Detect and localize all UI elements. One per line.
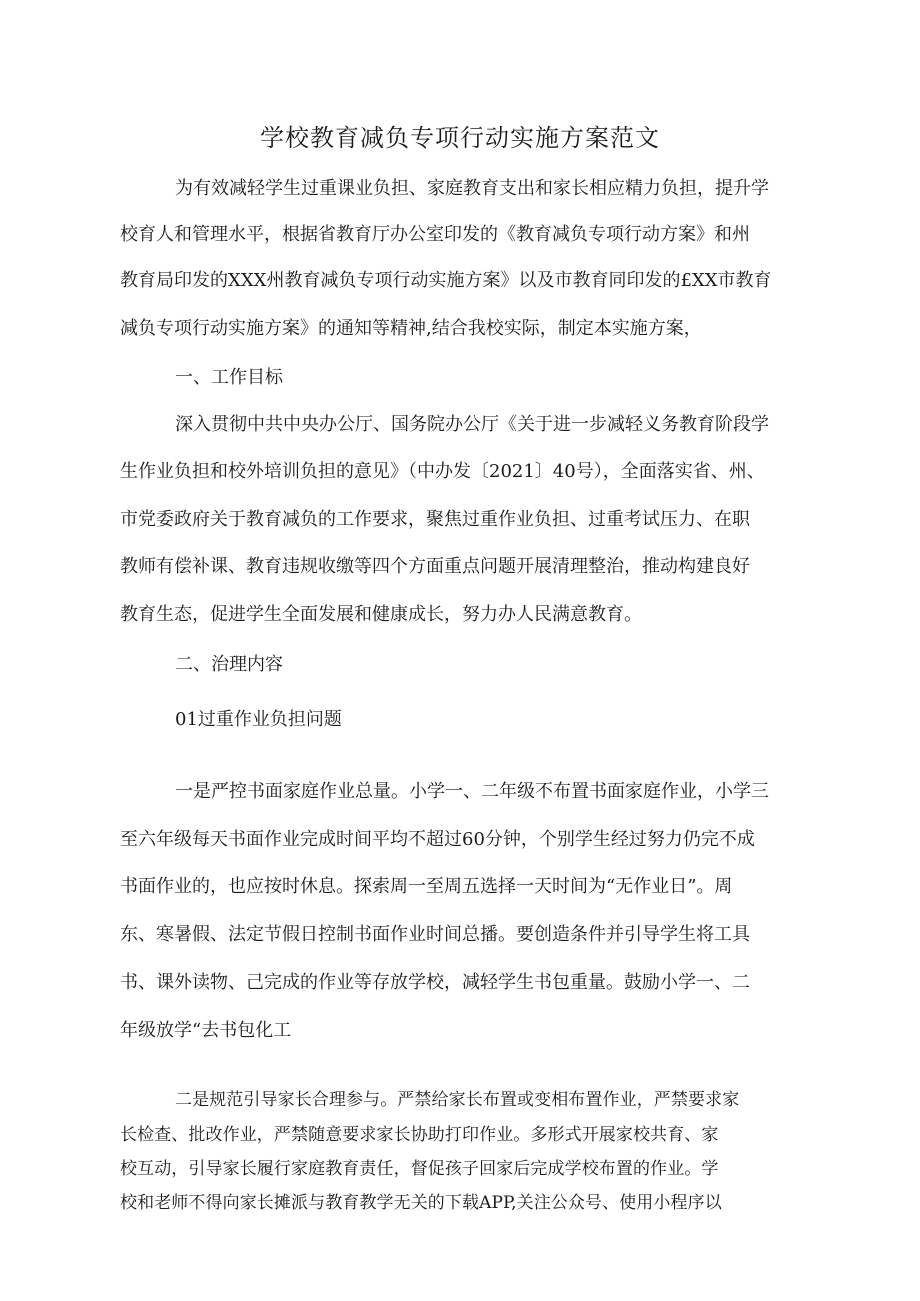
document-title: 学校教育减负专项行动实施方案范文	[260, 124, 660, 152]
paragraph-homework-line-2: 至六年级每天书面作业完成时间平均不超过60分钟，个别学生经过努力仍完不成	[120, 829, 755, 850]
paragraph-parents-line-3: 校互动，引导家长履行家庭教育责任，督促孩子回家后完成学校布置的作业。学	[120, 1159, 719, 1179]
paragraph-intro-line-4: 减负专项行动实施方案》的通知等精神,结合我校实际，制定本实施方案，	[120, 318, 702, 339]
paragraph-goals-line-5: 教育生态，促进学生全面发展和健康成长，努力办人民满意教育。	[120, 604, 642, 625]
section-heading-content: 二、治理内容	[175, 654, 283, 675]
paragraph-homework-line-6: 年级放学“去书包化工	[120, 1020, 292, 1041]
paragraph-goals-line-4: 教师有偿补课、教育违规收缴等四个方面重点问题开展清理整治，推动构建良好	[120, 556, 750, 577]
paragraph-homework-line-5: 书、课外读物、己完成的作业等存放学校，减轻学生书包重量。鼓励小学一、二	[120, 972, 750, 993]
paragraph-parents-line-2: 长检查、批改作业，严禁随意要求家长协助打印作业。多形式开展家校共育、家	[120, 1125, 719, 1145]
section-heading-goals: 一、工作目标	[175, 367, 283, 388]
subsection-heading-homework: 01过重作业负担问题	[175, 709, 342, 730]
paragraph-parents-line-1: 二是规范引导家长合理参与。严禁给家长布置或变相布置作业，严禁要求家	[175, 1090, 740, 1110]
paragraph-goals-line-2: 生作业负担和校外培训负担的意见》（中办发〔2021〕40号），全面落实省、州、	[120, 461, 765, 482]
paragraph-intro-line-1: 为有效减轻学生过重课业负担、家庭教育支出和家长相应精力负担，提升学	[175, 178, 769, 199]
paragraph-goals-line-1: 深入贯彻中共中央办公厅、国务院办公厅《关于进一步减轻义务教育阶段学	[175, 414, 769, 435]
paragraph-homework-line-3: 书面作业的，也应按时休息。探索周一至周五选择一天时间为“无作业日”。周	[120, 876, 733, 897]
paragraph-goals-line-3: 市党委政府关于教育减负的工作要求，聚焦过重作业负担、过重考试压力、在职	[120, 509, 750, 530]
paragraph-intro-line-2: 校育人和管理水平，根据省教育厅办公室印发的《教育减负专项行动方案》和州	[120, 224, 750, 245]
paragraph-parents-line-4: 校和老师不得向家长摊派与教育教学无关的下载APP,关注公众号、使用小程序以	[120, 1193, 722, 1213]
paragraph-homework-line-1: 一是严控书面家庭作业总量。小学一、二年级不布置书面家庭作业，小学三	[175, 781, 769, 802]
paragraph-homework-line-4: 东、寒暑假、法定节假日控制书面作业时间总播。要创造条件并引导学生将工具	[120, 924, 750, 945]
paragraph-intro-line-3: 教育局印发的XXX州教育减负专项行动实施方案》以及市教育同印发的£XX市教育	[120, 270, 772, 291]
